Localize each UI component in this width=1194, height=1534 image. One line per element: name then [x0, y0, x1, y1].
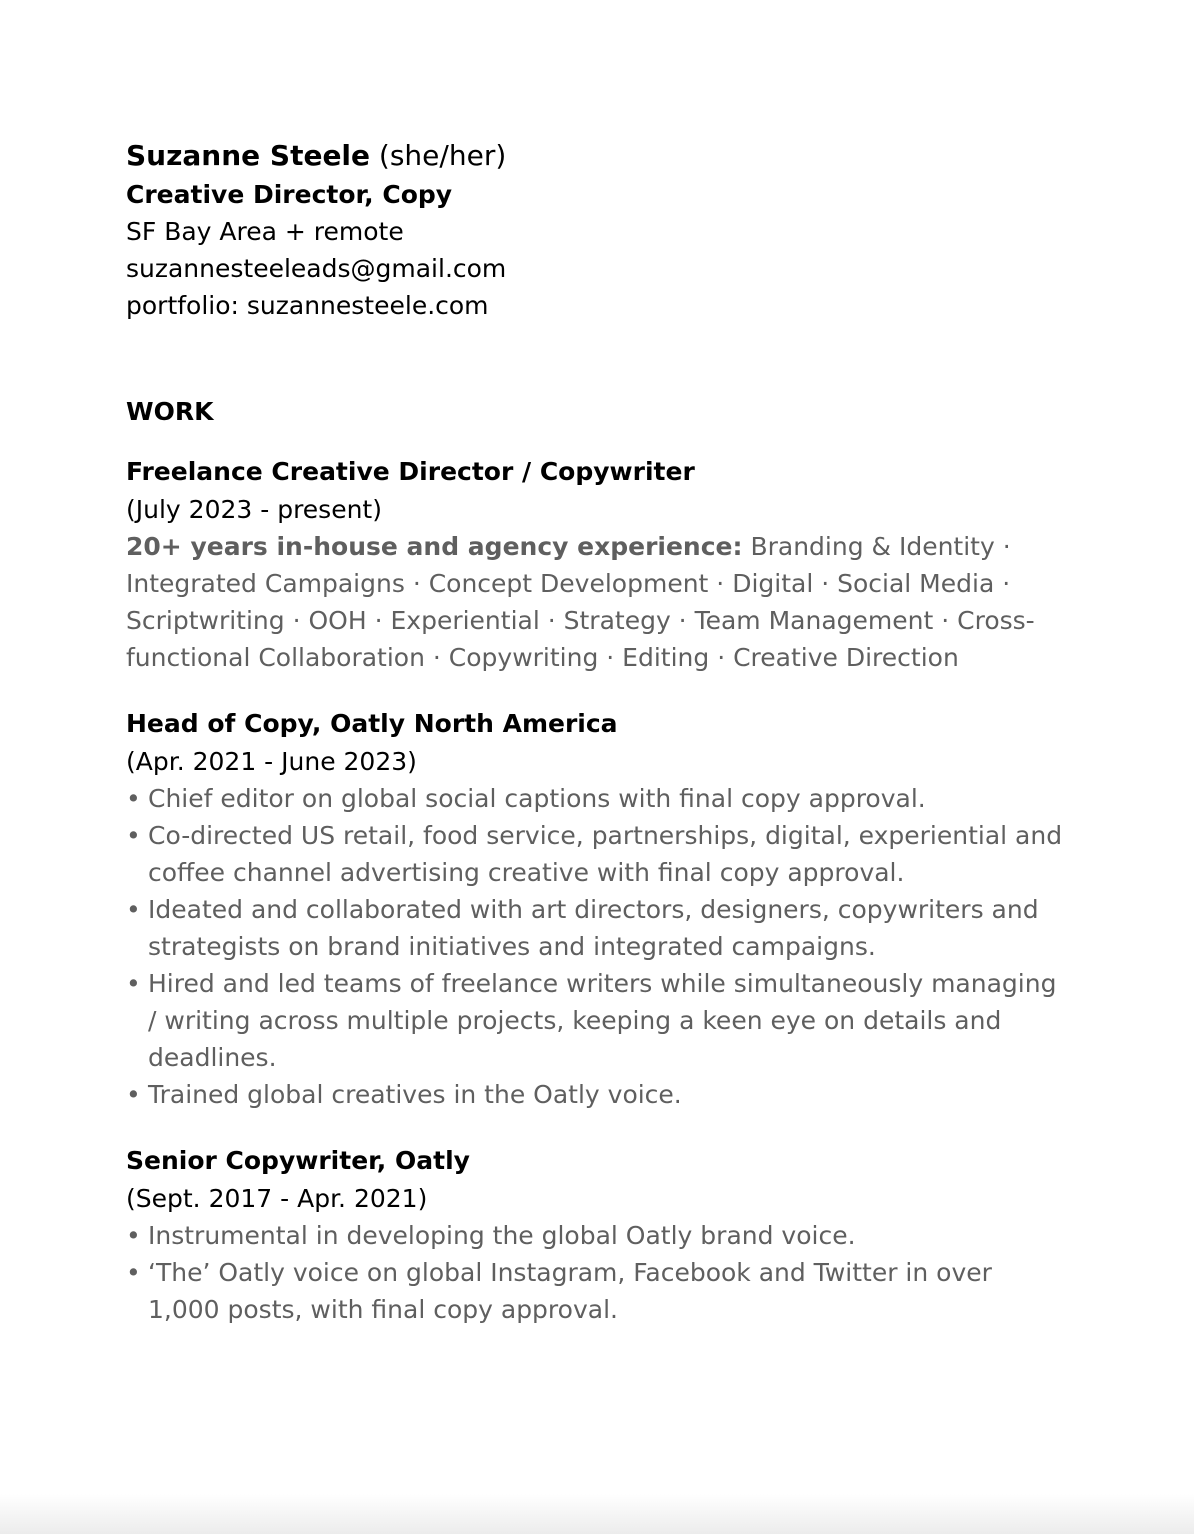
bullet-icon: • [126, 784, 141, 813]
job-entry-freelance [126, 453, 1066, 676]
resume-page [126, 136, 1066, 1328]
job-bullets [126, 780, 1066, 1113]
job-dates: (Apr. 2021 - June 2023) [126, 747, 417, 776]
bullet-icon: • [126, 1080, 141, 1109]
list-item: • Trained global creatives in the Oatly voice. [126, 1076, 1066, 1113]
list-item: • Chief editor on global social captions with final copy approval. [126, 780, 1066, 817]
bullet-icon: • [126, 821, 141, 850]
bullet-icon: • [126, 1258, 141, 1287]
page-bottom-shadow [0, 1494, 1194, 1534]
summary-lead: 20+ years in-house and agency experience: [126, 532, 743, 561]
job-title-header: Creative Director, Copy [126, 180, 453, 209]
list-item: • Instrumental in developing the global Oatly brand voice. [126, 1217, 1066, 1254]
candidate-name: Suzanne Steele [126, 139, 371, 172]
job-dates: (July 2023 - present) [126, 495, 382, 524]
job-entry-head-of-copy [126, 705, 1066, 1113]
job-dates: (Sept. 2017 - Apr. 2021) [126, 1184, 428, 1213]
bullet-icon: • [126, 1221, 141, 1250]
pronouns: (she/her) [378, 139, 507, 172]
bullet-icon: • [126, 969, 141, 998]
summary-skills: Branding & Identity · Integrated Campaigns · Concept Development · Digital · Social Media · Scriptwriting · OOH · Experiential · Strategy · Team Management · Cross-functional Collaboration · Copywriting · Editing · Creative Direction [126, 532, 1035, 672]
name-line [126, 136, 1066, 176]
job-entry-senior-copywriter [126, 1142, 1066, 1328]
portfolio-link[interactable]: portfolio: suzannesteele.com [126, 291, 489, 320]
experience-summary [126, 528, 1066, 676]
work-section-heading: WORK [126, 397, 214, 426]
email[interactable]: suzannesteeleads@gmail.com [126, 254, 507, 283]
list-item: • ‘The’ Oatly voice on global Instagram, Facebook and Twitter in over 1,000 posts, with final copy approval. [126, 1254, 1066, 1328]
bullet-icon: • [126, 895, 141, 924]
job-title: Senior Copywriter, Oatly [126, 1146, 470, 1175]
job-title: Freelance Creative Director / Copywriter [126, 457, 695, 486]
list-item: • Ideated and collaborated with art directors, designers, copywriters and strategists on brand initiatives and integrated campaigns. [126, 891, 1066, 965]
list-item: • Hired and led teams of freelance writers while simultaneously managing / writing across multiple projects, keeping a keen eye on details and deadlines. [126, 965, 1066, 1076]
job-bullets [126, 1217, 1066, 1328]
job-title: Head of Copy, Oatly North America [126, 709, 618, 738]
location: SF Bay Area + remote [126, 217, 404, 246]
list-item: • Co-directed US retail, food service, partnerships, digital, experiential and coffee channel advertising creative with final copy approval. [126, 817, 1066, 891]
